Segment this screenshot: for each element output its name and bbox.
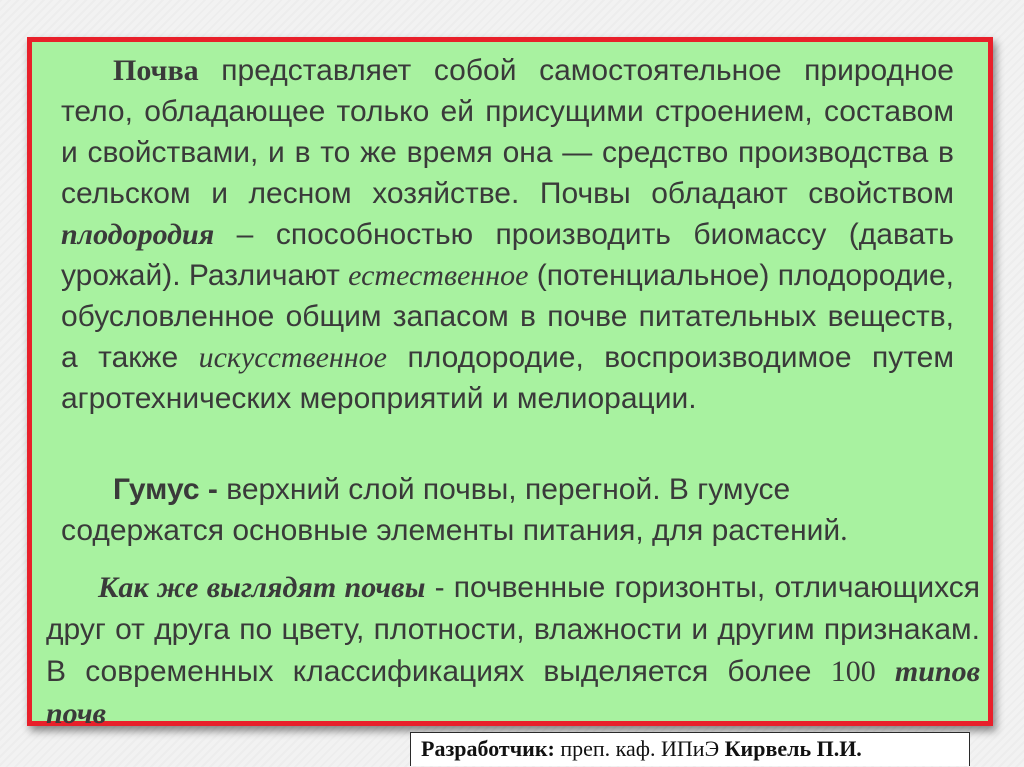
term-soil: Почва [113, 54, 199, 87]
natural-fertility-text: (потенциальное) плодородие, обусловленное общим запасом в почве питательных веществ, а также [61, 259, 954, 374]
soil-definition-text: представляет собой самостоятельное природное тело, обладающее только ей присущими строением, составом и свойствами, и в то же время она — средство производства в сельском и лесном хозяйстве. Почвы обладают свойством [61, 54, 954, 210]
author-credit [410, 732, 970, 766]
term-fertility: плодородия [61, 218, 215, 251]
paragraph-humus [61, 469, 954, 551]
developer-name: Кирвель П.И. [724, 736, 862, 761]
term-soil-types: типов почв [46, 655, 980, 730]
humus-definition-text: верхний слой почвы, перегной [217, 473, 653, 506]
developer-affiliation: преп. каф. ИПиЭ [554, 736, 725, 761]
content-panel [27, 37, 993, 730]
fertility-definition-text: – способностью производить биомассу (давать урожай). Различают [61, 218, 954, 292]
paragraph-soil-definition [61, 50, 954, 419]
soil-horizons-text: - почвенные горизонты, отличающихся друг от друга по цвету, плотности, влажности и другим признакам. В современных классификациях выделяется более [46, 571, 980, 688]
word-space [876, 655, 895, 688]
soil-types-count: 100 [830, 655, 876, 688]
artificial-fertility-text: плодородие, воспроизводимое путем агротехнических мероприятий и мелиорации. [61, 341, 954, 415]
paragraph-soil-appearance [46, 567, 980, 735]
lead-soil-appearance: Как же выглядят почвы [98, 571, 426, 604]
term-artificial-fertility: искусственное [198, 341, 387, 374]
developer-label: Разработчик: [421, 736, 555, 761]
humus-period: . [840, 514, 848, 547]
term-humus: Гумус - [113, 473, 218, 506]
term-natural-fertility: естественное [348, 259, 529, 292]
humus-content-text: . В гумусе содержатся основные элементы питания, для растений [61, 473, 841, 547]
